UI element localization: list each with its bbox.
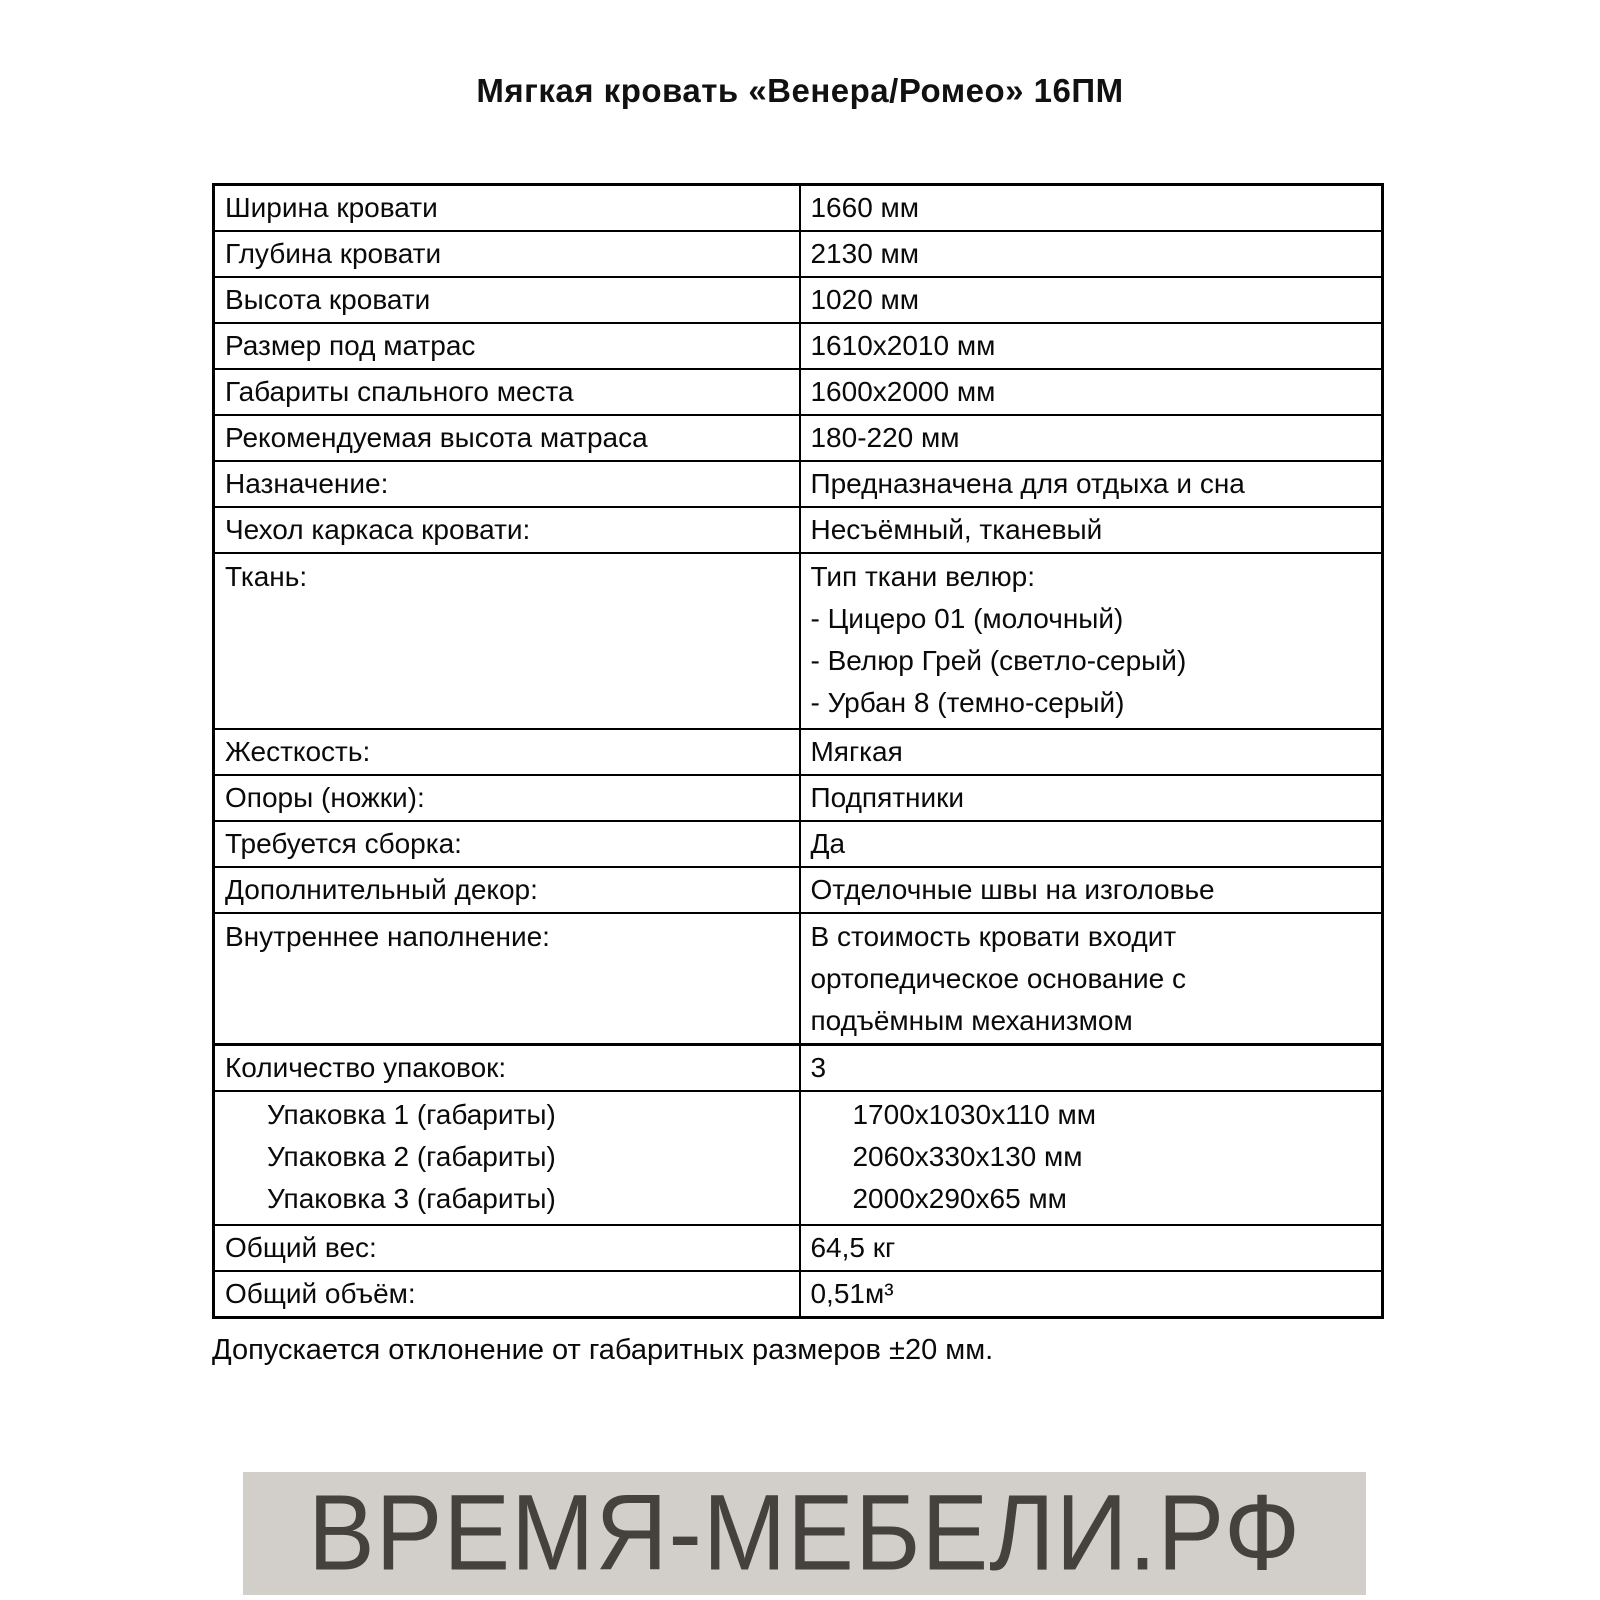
label-text: Жесткость: <box>225 736 371 767</box>
table-row <box>215 1270 1381 1316</box>
row-label-cell <box>215 1046 801 1090</box>
table-row <box>215 774 1381 820</box>
label-text: Опоры (ножки): <box>225 782 425 813</box>
value-text: - Цицеро 01 (молочный) <box>810 603 1124 634</box>
table-row <box>215 820 1381 866</box>
value-text: 3 <box>810 1052 827 1083</box>
table-row <box>215 1090 1381 1224</box>
label-text: Требуется сборка: <box>225 828 462 859</box>
label-text: Ткань: <box>225 561 308 592</box>
row-value-cell <box>801 370 1381 414</box>
table-row <box>215 1046 1381 1090</box>
row-label-cell <box>215 462 801 506</box>
row-value-cell <box>801 508 1381 552</box>
row-value-cell <box>801 1092 1381 1224</box>
table-row <box>215 276 1381 322</box>
row-value-cell <box>801 1272 1381 1316</box>
row-label-cell <box>215 1092 801 1224</box>
row-label-cell <box>215 508 801 552</box>
table-row <box>215 230 1381 276</box>
value-text: 1700х1030х110 мм <box>852 1099 1096 1130</box>
row-label-cell <box>215 554 801 728</box>
value-text: 1020 мм <box>810 284 920 315</box>
label-text: Рекомендуемая высота матраса <box>225 422 648 453</box>
row-value-cell <box>801 822 1381 866</box>
label-text: Упаковка 3 (габариты) <box>267 1183 556 1214</box>
table-row <box>215 728 1381 774</box>
row-value-cell <box>801 730 1381 774</box>
value-text: 1600х2000 мм <box>810 376 996 407</box>
row-value-cell <box>801 232 1381 276</box>
table-row <box>215 1224 1381 1270</box>
label-text: Чехол каркаса кровати: <box>225 514 531 545</box>
row-value-cell <box>801 914 1381 1046</box>
table-row <box>215 414 1381 460</box>
page-title: Мягкая кровать «Венера/Ромео» 16ПМ <box>476 72 1124 109</box>
brand-name: ВРЕМЯ-МЕБЕЛИ.РФ <box>307 1472 1302 1594</box>
value-text: В стоимость кровати входит <box>810 921 1177 952</box>
label-text: Ширина кровати <box>225 192 438 223</box>
row-label-cell <box>215 914 801 1046</box>
row-label-cell <box>215 822 801 866</box>
value-text: - Урбан 8 (темно-серый) <box>810 687 1125 718</box>
label-text: Упаковка 1 (габариты) <box>267 1099 556 1130</box>
value-text: 64,5 кг <box>810 1232 896 1263</box>
table-row <box>215 460 1381 506</box>
row-label-cell <box>215 730 801 774</box>
value-text: подъёмным механизмом <box>810 1005 1133 1036</box>
value-text: ортопедическое основание с <box>810 963 1187 994</box>
row-value-cell <box>801 278 1381 322</box>
label-text: Габариты спального места <box>225 376 574 407</box>
label-text: Внутреннее наполнение: <box>225 921 550 952</box>
label-text: Количество упаковок: <box>225 1052 507 1083</box>
row-label-cell <box>215 1226 801 1270</box>
row-label-cell <box>215 868 801 912</box>
row-label-cell <box>215 1272 801 1316</box>
row-value-cell <box>801 554 1381 728</box>
value-text: Предназначена для отдыха и сна <box>810 468 1245 499</box>
table-row <box>215 506 1381 552</box>
label-text: Размер под матрас <box>225 330 476 361</box>
label-text: Упаковка 2 (габариты) <box>267 1141 556 1172</box>
row-value-cell <box>801 868 1381 912</box>
row-value-cell <box>801 186 1381 230</box>
value-text: Отделочные швы на изголовье <box>810 874 1215 905</box>
value-text: Несъёмный, тканевый <box>810 514 1103 545</box>
label-text: Общий объём: <box>225 1278 416 1309</box>
value-text: 0,51м³ <box>810 1278 894 1309</box>
table-row <box>215 186 1381 230</box>
table-row <box>215 368 1381 414</box>
brand-footer-banner <box>243 1472 1366 1595</box>
label-text: Дополнительный декор: <box>225 874 538 905</box>
label-text: Высота кровати <box>225 284 431 315</box>
value-text: 2130 мм <box>810 238 920 269</box>
value-text: Подпятники <box>810 782 965 813</box>
row-value-cell <box>801 416 1381 460</box>
packaging-table <box>212 1043 1384 1319</box>
row-label-cell <box>215 776 801 820</box>
value-text: - Велюр Грей (светло-серый) <box>810 645 1187 676</box>
row-value-cell <box>801 1046 1381 1090</box>
specifications-table <box>212 183 1384 1049</box>
table-row <box>215 866 1381 912</box>
row-label-cell <box>215 278 801 322</box>
row-label-cell <box>215 324 801 368</box>
row-label-cell <box>215 232 801 276</box>
tolerance-note: Допускается отклонение от габаритных размеров ±20 мм. <box>212 1334 994 1366</box>
value-text: Да <box>810 828 846 859</box>
row-value-cell <box>801 462 1381 506</box>
value-text: Тип ткани велюр: <box>810 561 1035 592</box>
label-text: Назначение: <box>225 468 389 499</box>
table-row <box>215 552 1381 728</box>
value-text: 1610х2010 мм <box>810 330 996 361</box>
row-value-cell <box>801 324 1381 368</box>
table-row <box>215 322 1381 368</box>
row-label-cell <box>215 370 801 414</box>
value-text: 180-220 мм <box>810 422 960 453</box>
row-value-cell <box>801 776 1381 820</box>
table-row <box>215 912 1381 1046</box>
row-value-cell <box>801 1226 1381 1270</box>
value-text: Мягкая <box>810 736 903 767</box>
value-text: 1660 мм <box>810 192 920 223</box>
row-label-cell <box>215 416 801 460</box>
value-text: 2000х290х65 мм <box>852 1183 1067 1214</box>
row-label-cell <box>215 186 801 230</box>
label-text: Глубина кровати <box>225 238 442 269</box>
label-text: Общий вес: <box>225 1232 377 1263</box>
value-text: 2060х330х130 мм <box>852 1141 1083 1172</box>
